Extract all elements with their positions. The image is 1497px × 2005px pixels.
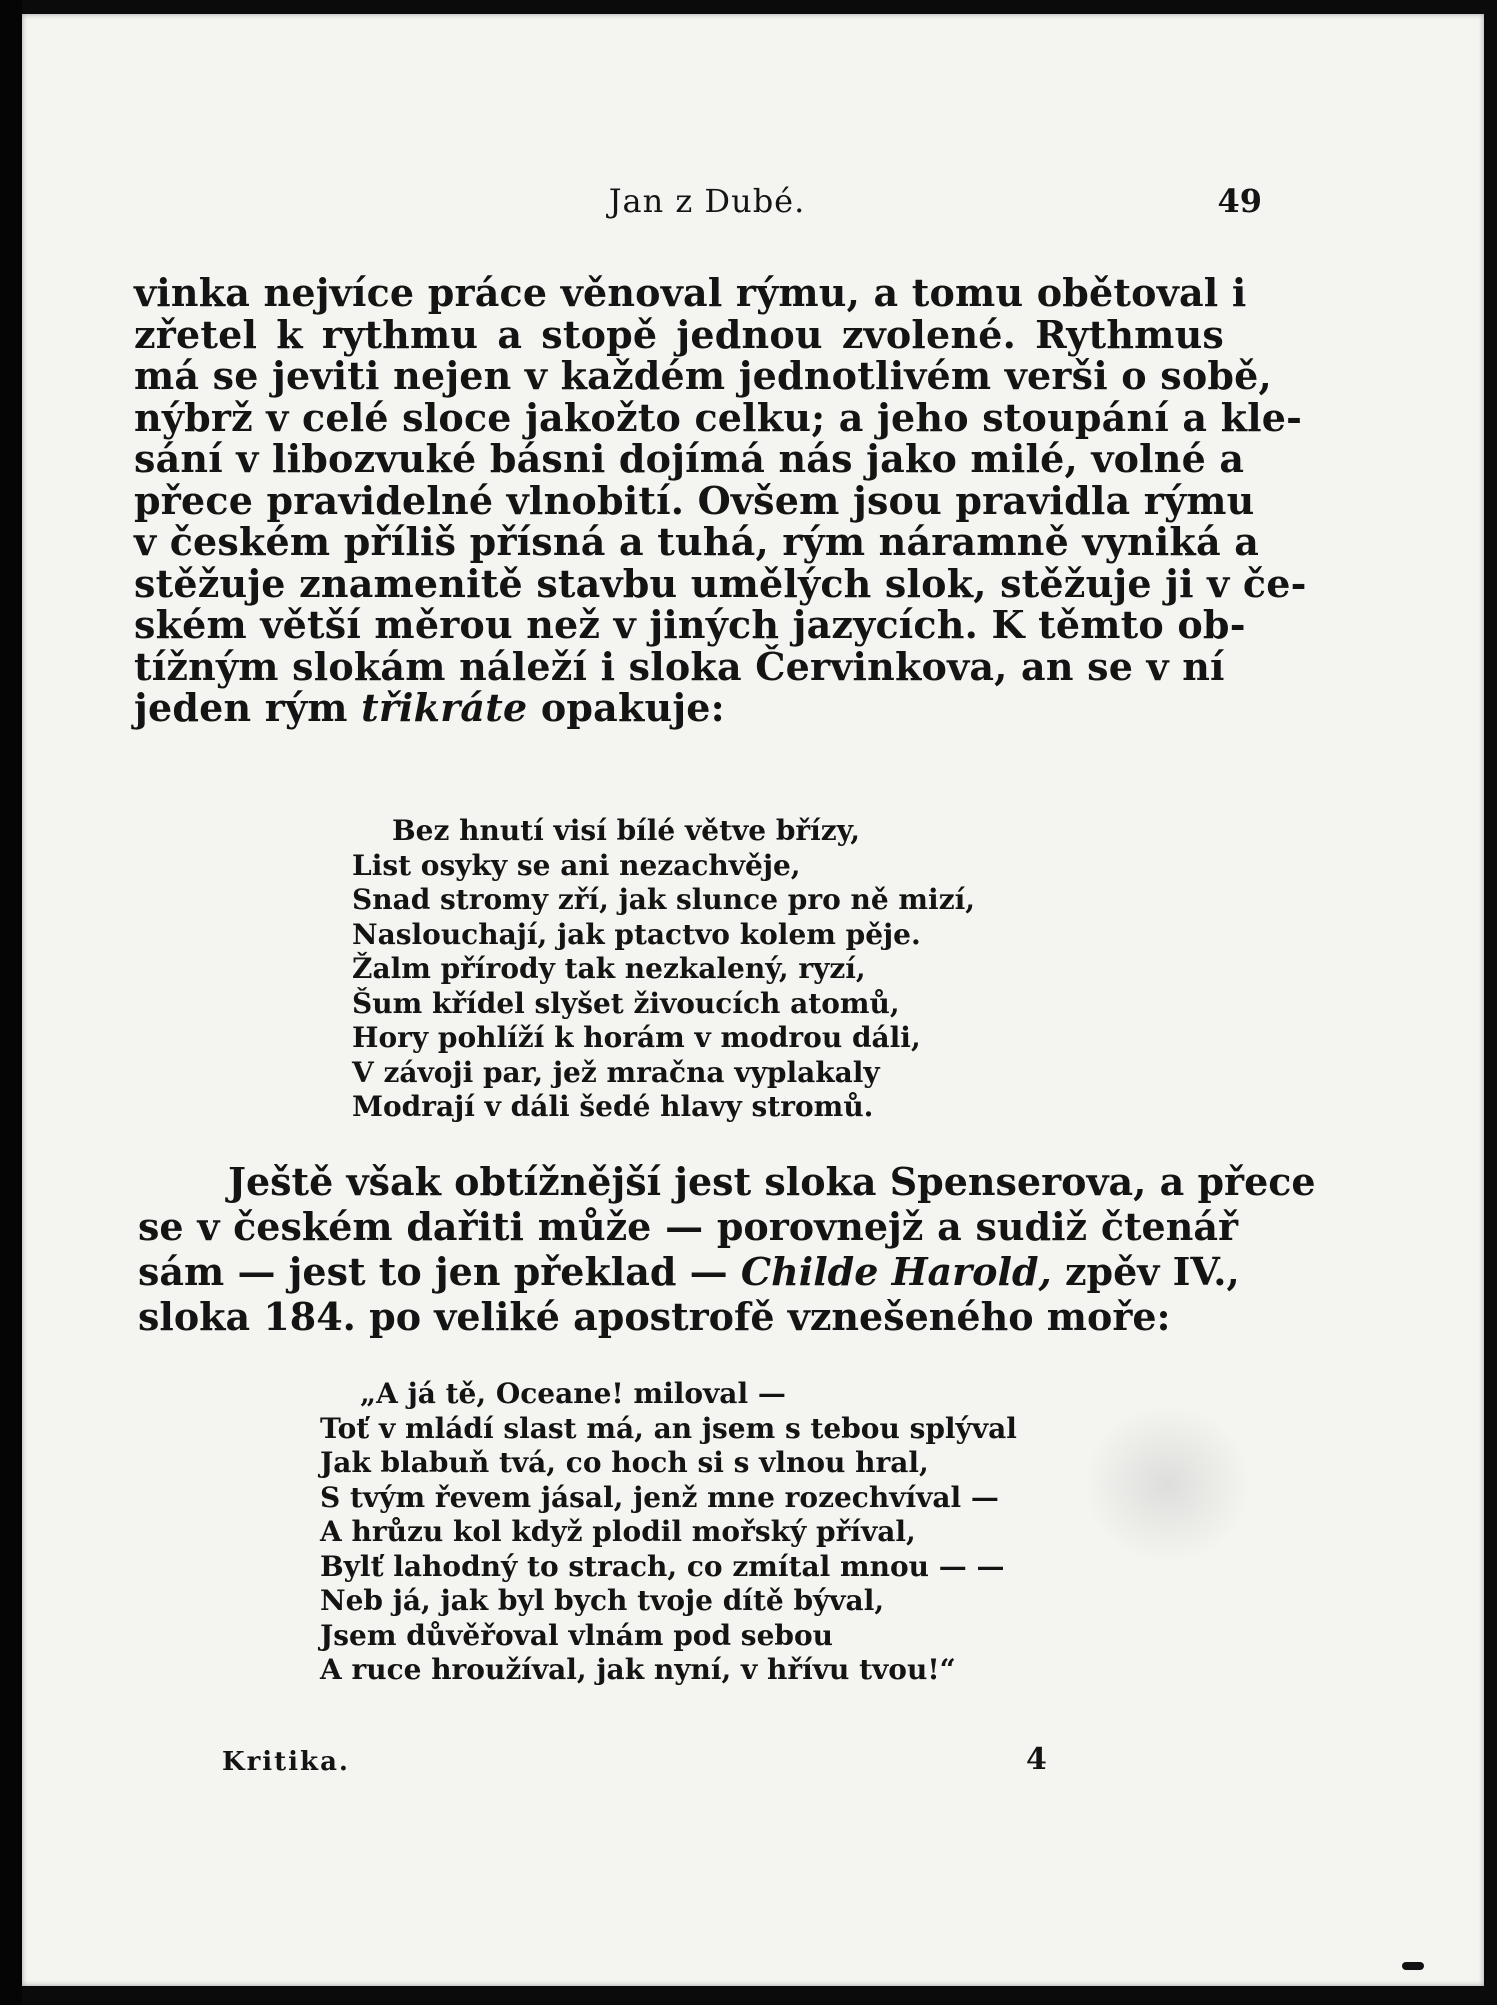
poem-line: A ruce hroužíval, jak nyní, v hřívu tvou!“ (320, 1653, 956, 1686)
text-line: se v českém dařiti může — porovnejž a sudiž čtenář (138, 1204, 1238, 1249)
text-segment: opakuje: (527, 685, 725, 730)
text-line: ském větší měrou než v jiných jazycích. K těmto ob- (134, 602, 1246, 647)
poem-line: Toť v mládí slast má, an jsem s tebou splýval (320, 1411, 1017, 1445)
text-segment: sám — jest to jen překlad — (138, 1249, 741, 1294)
poem-line: List osyky se ani nezachvěje, (352, 848, 801, 882)
signature-mark: Kritika. (222, 1747, 350, 1777)
poem-line: Hory pohlíží k horám v modrou dáli, (352, 1021, 921, 1054)
text-line-last: sloka 184. po veliké apostrofě vznešeného moře: (138, 1294, 1171, 1339)
text-line: Ještě však obtížnější jest sloka Spenserova, a přece (228, 1159, 1316, 1204)
text-line: má se jeviti nejen v každém jednotlivém verši o sobě, (134, 353, 1272, 398)
page-number: 49 (1217, 182, 1262, 220)
poem-line: Žalm přírody tak nezkalený, ryzí, (352, 952, 866, 985)
text-line: vinka nejvíce práce věnoval rýmu, a tomu obětoval i (134, 270, 1247, 315)
italic-word: třikráte (361, 685, 528, 730)
poem-line: Naslouchají, jak ptactvo kolem pěje. (352, 917, 921, 951)
paragraph-1 (134, 270, 1307, 730)
text-line: sání v libozvuké básni dojímá nás jako milé, volné a (134, 436, 1245, 481)
poem-line: Neb já, jak byl bych tvoje dítě býval, (320, 1584, 885, 1617)
text-line: nýbrž v celé sloce jakožto celku; a jeho stoupání a kle- (134, 394, 1303, 440)
text-line: zřetel k rythmu a stopě jednou zvolené. Rythmus (134, 311, 1224, 357)
text-line: tížným slokám náleží i sloka Červinkova, an se v ní (134, 643, 1225, 689)
poem-line: Jsem důvěřoval vlnám pod sebou (320, 1618, 833, 1652)
poem-line: Šum křídel slyšet živoucích atomů, (352, 986, 900, 1020)
poem-line: Bez hnutí visí bílé větve břízy, (392, 814, 861, 847)
poem-line: Jak blabuň tvá, co hoch si s vlnou hral, (320, 1446, 929, 1479)
text-line: stěžuje znamenitě stavbu umělých slok, stěžuje ji v če- (134, 560, 1307, 606)
scan-border (0, 0, 22, 2005)
poem-line: Bylť lahodný to strach, co zmítal mnou — — (320, 1549, 1005, 1583)
poem-line: A hrůzu kol když plodil mořský příval, (320, 1515, 916, 1548)
running-title: Jan z Dubé. (608, 182, 806, 220)
scan-mark (1402, 1962, 1424, 1970)
text-line: v českém příliš přísná a tuhá, rým náramně vyniká a (134, 519, 1260, 564)
poem-stanza-2 (320, 1377, 1140, 1688)
italic-title: Childe Harold, (740, 1249, 1052, 1294)
ink-smudge (1082, 1404, 1252, 1564)
sheet-number: 4 (1026, 1742, 1047, 1777)
paragraph-2 (138, 1159, 1316, 1339)
poem-line: „A já tě, Oceane! miloval — (360, 1377, 786, 1410)
text-line (138, 1249, 1238, 1294)
poem-line: S tvým řevem jásal, jenž mne rozechvíval — (320, 1480, 999, 1514)
text-line: přece pravidelné vlnobití. Ovšem jsou pravidla rýmu (134, 477, 1255, 523)
text-line-last (134, 687, 1224, 729)
poem-line: V závoji par, jež mračna vyplakaly (352, 1055, 880, 1089)
book-page (22, 14, 1484, 1986)
page-header (152, 182, 1262, 230)
poem-stanza-1 (352, 814, 1112, 1125)
text-segment: jeden rým (134, 685, 362, 730)
poem-line: Modrají v dáli šedé hlavy stromů. (352, 1090, 874, 1123)
poem-line: Snad stromy zří, jak slunce pro ně mizí, (352, 883, 975, 916)
text-segment: zpěv IV., (1051, 1249, 1240, 1294)
